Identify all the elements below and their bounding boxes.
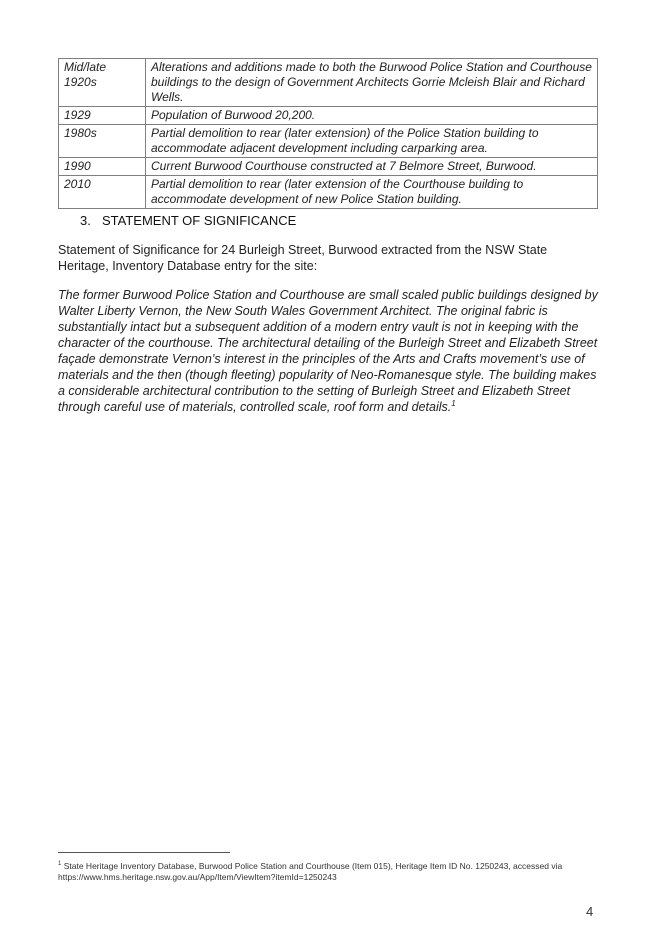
significance-quote: [58, 287, 598, 415]
table-cell-year: 2010: [59, 176, 146, 209]
footnote-marker: 1: [58, 861, 62, 868]
table-row: [59, 107, 598, 125]
table-row: [59, 176, 598, 209]
table-row: [59, 125, 598, 158]
table-cell-year: 1980s: [59, 125, 146, 158]
history-table: [58, 58, 598, 209]
footnote-ref[interactable]: 1: [451, 398, 456, 408]
table-row: [59, 59, 598, 107]
table-cell-event: Alterations and additions made to both the Burwood Police Station and Courthouse buildings to the design of Government Architects Gorrie Mcleish Blair and Richard Wells.: [146, 59, 598, 107]
footnote-text: State Heritage Inventory Database, Burwood Police Station and Courthouse (Item 015), Heritage Item ID No. 1250243, accessed via https://www.hms.heritage.nsw.gov.au/App/Item/ViewItem?itemId=1250243: [58, 861, 563, 882]
table-cell-year: Mid/late 1920s: [59, 59, 146, 107]
section-heading: [80, 213, 296, 228]
table-cell-event: Population of Burwood 20,200.: [146, 107, 598, 125]
quote-text: The former Burwood Police Station and Courthouse are small scaled public buildings designed by Walter Liberty Vernon, the New South Wales Government Architect. The original fabric is substantially intact but a subsequent addition of a modern entry vault is not in keeping with the character of the courthouse. The architectural detailing of the Burleigh Street and Elizabeth Street façade demonstrate Vernon’s interest in the principles of the Arts and Crafts movement’s use of materials and the then (though fleeting) popularity of Neo-Romanesque style. The building makes a considerable architectural contribution to the setting of Burleigh Street and Elizabeth Street through careful use of materials, controlled scale, roof form and details.: [58, 288, 598, 414]
table-cell-year: 1990: [59, 158, 146, 176]
footnote-divider: [58, 852, 230, 853]
section-number: 3.: [80, 213, 91, 228]
page-number: 4: [586, 904, 594, 919]
table-cell-event: Partial demolition to rear (later extension of the Courthouse building to accommodate development of new Police Station building.: [146, 176, 598, 209]
table-cell-year: 1929: [59, 107, 146, 125]
table-row: [59, 158, 598, 176]
footnote: [58, 861, 598, 883]
intro-paragraph: Statement of Significance for 24 Burleigh Street, Burwood extracted from the NSW State Heritage, Inventory Database entry for the site:: [58, 243, 548, 273]
section-title: STATEMENT OF SIGNIFICANCE: [102, 213, 297, 228]
table-cell-event: Current Burwood Courthouse constructed at 7 Belmore Street, Burwood.: [146, 158, 598, 176]
table-cell-event: Partial demolition to rear (later extension) of the Police Station building to accommodate adjacent development including carparking area.: [146, 125, 598, 158]
